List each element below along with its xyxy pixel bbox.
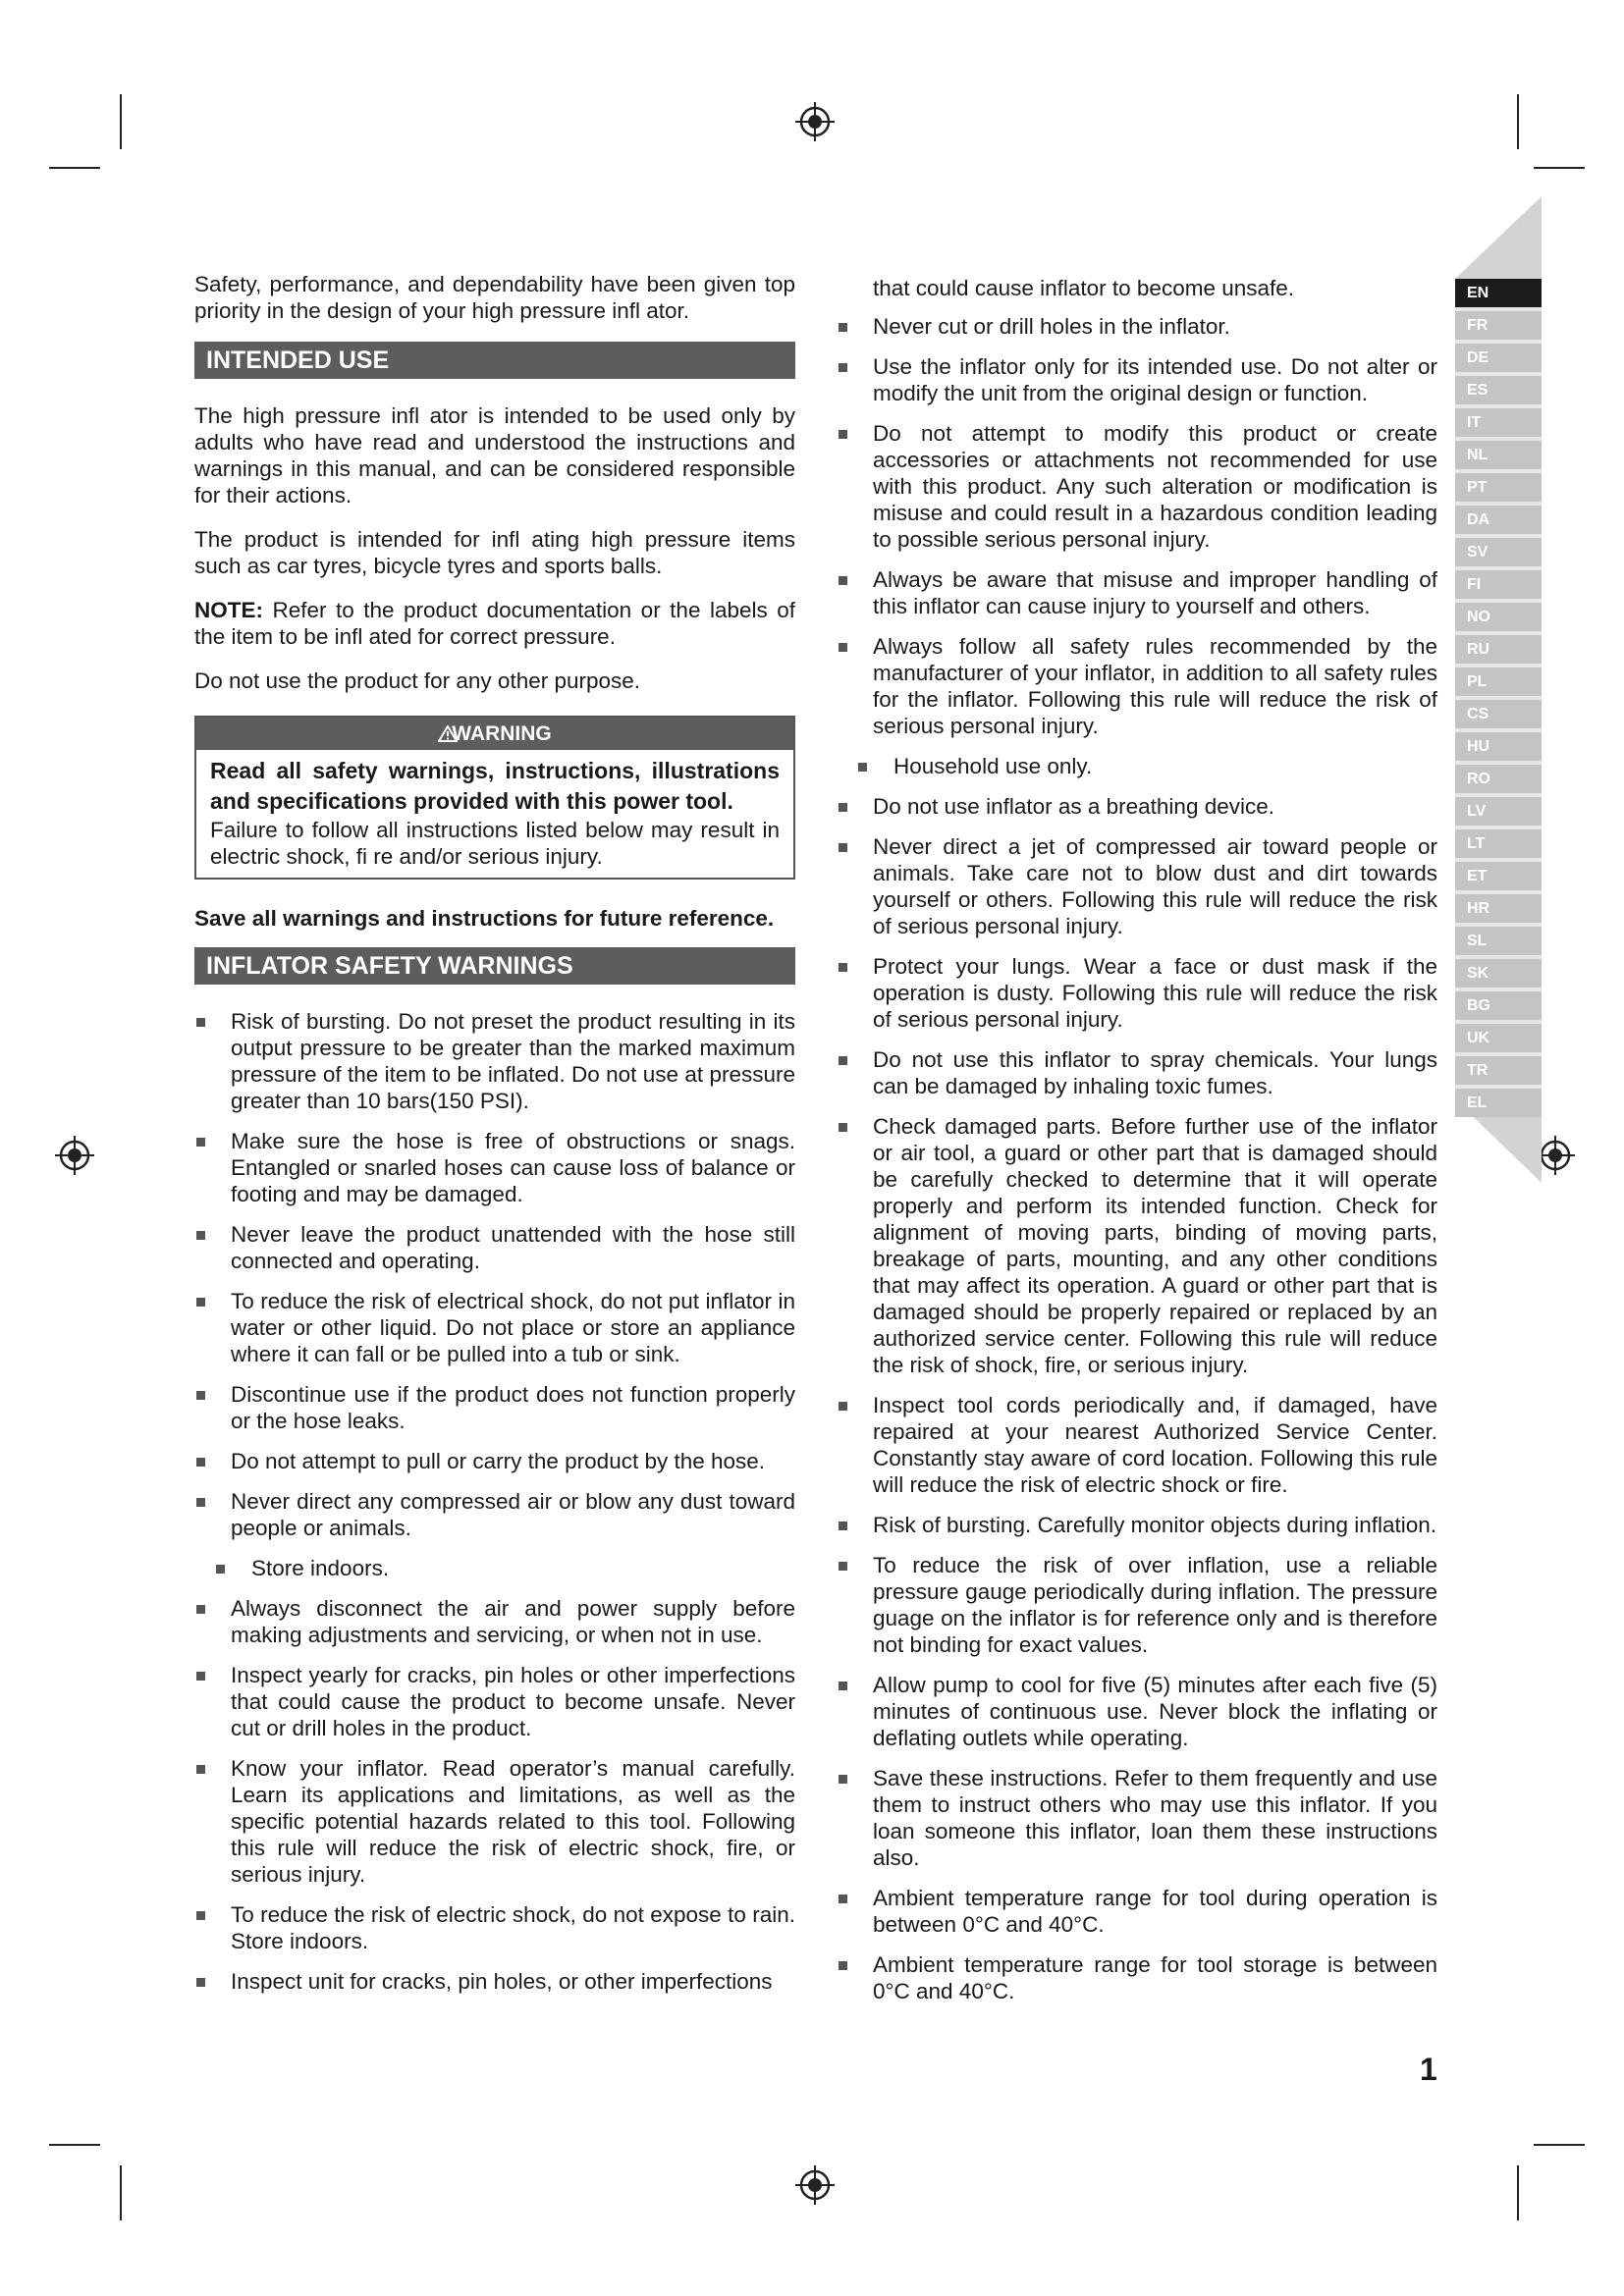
bullet-square-icon [839, 1522, 847, 1530]
warning-title-text: WARNING [452, 722, 552, 745]
bullet-square-icon [839, 576, 847, 585]
page-number: 1 [1420, 2052, 1437, 2087]
language-tab-en[interactable]: EN [1455, 279, 1542, 307]
language-tab-da[interactable]: DA [1455, 506, 1542, 534]
bullet-square-icon [196, 1458, 205, 1467]
language-tab-lv[interactable]: LV [1455, 797, 1542, 826]
registration-mark-icon [55, 1136, 94, 1175]
intro-paragraph: Safety, performance, and dependability have been given top priority in the design of your high pressure infl ator. [194, 272, 795, 323]
bullet-square-icon [839, 430, 847, 439]
list-item: Inspect yearly for cracks, pin holes or other imperfections that could cause the product to become unsafe. Never cut or drill holes in the product. [194, 1662, 795, 1741]
intended-use-heading: INTENDED USE [194, 342, 795, 379]
language-tab-bg[interactable]: BG [1455, 991, 1542, 1020]
bullet-square-icon [196, 1298, 205, 1307]
language-tab-hu[interactable]: HU [1455, 732, 1542, 761]
registration-mark-icon [795, 102, 835, 141]
left-column [194, 271, 795, 2008]
other-purpose-paragraph: Do not use the product for any other purpose. [194, 668, 641, 693]
right-column [837, 275, 1437, 2018]
bullet-square-icon [839, 1562, 847, 1571]
continuation-text: that could cause inflator to become unsafe. [873, 276, 1295, 300]
list-item: Do not use inflator as a breathing device. [837, 793, 1437, 820]
language-tab-el[interactable]: EL [1455, 1089, 1542, 1117]
language-tab-it[interactable]: IT [1455, 408, 1542, 437]
intended-use-paragraph: The high pressure infl ator is intended to be used only by adults who have read and understood the instructions and warnings in this manual, and can be considered responsible for their actions. [194, 403, 795, 507]
list-item: Do not attempt to pull or carry the product by the hose. [194, 1448, 795, 1474]
list-item: Never direct a jet of compressed air toward people or animals. Take care not to blow dust and dirt towards yourself or others. Following this rule will reduce the risk of serious personal injury. [837, 833, 1437, 939]
bullet-square-icon [196, 1138, 205, 1147]
language-tab-sv[interactable]: SV [1455, 538, 1542, 566]
crop-mark [49, 2144, 100, 2146]
language-tab-pl[interactable]: PL [1455, 667, 1542, 696]
list-item: Use the inflator only for its intended use. Do not alter or modify the unit from the original design or function. [837, 353, 1437, 406]
bullet-square-icon [839, 323, 847, 332]
language-tab-ro[interactable]: RO [1455, 765, 1542, 793]
bullet-square-icon [839, 1682, 847, 1690]
bullet-square-icon [839, 1123, 847, 1132]
list-item: Discontinue use if the product does not function properly or the hose leaks. [194, 1381, 795, 1434]
crop-mark [49, 167, 100, 169]
bullet-square-icon [839, 1402, 847, 1411]
language-tab-fi[interactable]: FI [1455, 570, 1542, 599]
list-item: Know your inflator. Read operator’s manual carefully. Learn its applications and limitations, as well as the specific potential hazards related to this tool. Following this rule will reduce the risk of electric shock, fire, or serious injury. [194, 1755, 795, 1888]
warning-strong-text: Read all safety warnings, instructions, illustrations and specifications provided with this power tool. [210, 758, 780, 814]
list-item: Make sure the hose is free of obstructions or snags. Entangled or snarled hoses can cause loss of balance or footing and may be damaged. [194, 1128, 795, 1207]
bullet-square-icon [839, 1895, 847, 1903]
bullet-square-icon [196, 1498, 205, 1507]
crop-mark [1534, 167, 1585, 169]
note-paragraph [194, 597, 795, 650]
list-item: Household use only. [837, 753, 1437, 779]
intended-use-paragraph: The product is intended for infl ating high pressure items such as car tyres, bicycle tyres and sports balls. [194, 527, 795, 578]
bullet-square-icon [216, 1565, 225, 1574]
inflator-warnings-list-continued [837, 313, 1437, 2004]
inflator-safety-heading: INFLATOR SAFETY WARNINGS [194, 947, 795, 985]
language-tab-sk[interactable]: SK [1455, 959, 1542, 988]
language-tab-fr[interactable]: FR [1455, 311, 1542, 340]
crop-mark [1517, 2165, 1519, 2220]
inflator-warnings-list [194, 1008, 795, 1995]
bullet-square-icon [839, 643, 847, 652]
save-warnings-note: Save all warnings and instructions for future reference. [194, 906, 775, 931]
language-tabs [1455, 279, 1542, 1121]
list-item: Inspect unit for cracks, pin holes, or other imperfections [194, 1968, 795, 1995]
list-item: To reduce the risk of electric shock, do not expose to rain. Store indoors. [194, 1901, 795, 1954]
language-tab-lt[interactable]: LT [1455, 829, 1542, 858]
bullet-square-icon [196, 1978, 205, 1987]
list-item: Protect your lungs. Wear a face or dust mask if the operation is dusty. Following this rule will reduce the risk of serious personal injury. [837, 953, 1437, 1033]
bullet-square-icon [839, 1775, 847, 1784]
language-tab-et[interactable]: ET [1455, 862, 1542, 890]
note-label: NOTE: [194, 598, 263, 622]
registration-mark-icon [795, 2165, 835, 2205]
bullet-square-icon [839, 1961, 847, 1970]
crop-mark [120, 2165, 122, 2220]
bullet-square-icon [839, 363, 847, 372]
bullet-square-icon [196, 1605, 205, 1614]
bullet-square-icon [196, 1391, 205, 1400]
crop-mark [1517, 94, 1519, 149]
list-item: Inspect tool cords periodically and, if damaged, have repaired at your nearest Authorized Service Center. Constantly stay aware of cord location. Following this rule will reduce the risk of electric shock or fire. [837, 1392, 1437, 1498]
language-tab-pt[interactable]: PT [1455, 473, 1542, 502]
bullet-square-icon [858, 763, 867, 772]
list-item: Risk of bursting. Do not preset the product resulting in its output pressure to be greater than the marked maximum pressure of the item to be inflated. Do not use at pressure greater than 10 bars(150 PSI). [194, 1008, 795, 1114]
list-item: To reduce the risk of electrical shock, do not put inflator in water or other liquid. Do not place or store an appliance where it can fall or be pulled into a tub or sink. [194, 1288, 795, 1367]
language-tab-uk[interactable]: UK [1455, 1024, 1542, 1052]
bullet-square-icon [839, 1056, 847, 1065]
note-text: Refer to the product documentation or the labels of the item to be infl ated for correct pressure. [194, 598, 795, 649]
list-item: Always be aware that misuse and improper handling of this inflator can cause injury to yourself and others. [837, 566, 1437, 619]
list-item: Never direct any compressed air or blow any dust toward people or animals. [194, 1488, 795, 1541]
warning-text: Failure to follow all instructions listed below may result in electric shock, fi re and/or serious injury. [210, 818, 780, 869]
bullet-square-icon [196, 1231, 205, 1240]
language-tab-de[interactable]: DE [1455, 344, 1542, 372]
list-item: To reduce the risk of over inflation, use a reliable pressure gauge periodically during inflation. The pressure guage on the inflator is for reference only and is therefore not binding for exact values. [837, 1552, 1437, 1658]
crop-mark [120, 94, 122, 149]
warning-title [196, 718, 793, 750]
language-tab-cs[interactable]: CS [1455, 700, 1542, 728]
bullet-square-icon [196, 1018, 205, 1027]
list-item: Check damaged parts. Before further use of the inflator or air tool, a guard or other part that is damaged should be carefully checked to determine that it will operate properly and perform its intended function. Check for alignment of moving parts, binding of moving parts, breakage of parts, mounting, and any other conditions that may affect its operation. A guard or other part that is damaged should be properly repaired or replaced by an authorized service center. Following this rule will reduce the risk of shock, fire, or serious injury. [837, 1113, 1437, 1378]
list-item: Allow pump to cool for five (5) minutes after each five (5) minutes of continuous use. Never block the inflating or deflating outlets while operating. [837, 1672, 1437, 1751]
list-item: Ambient temperature range for tool storage is between 0°C and 40°C. [837, 1951, 1437, 2004]
list-item: Do not use this inflator to spray chemicals. Your lungs can be damaged by inhaling toxic fumes. [837, 1046, 1437, 1099]
warning-box [194, 716, 795, 880]
language-tab-tr[interactable]: TR [1455, 1056, 1542, 1085]
crop-mark [1534, 2144, 1585, 2146]
bullet-square-icon [839, 843, 847, 852]
list-item: Do not attempt to modify this product or create accessories or attachments not recommended for use with this product. Any such alteration or modification is misuse and could result in a hazardous condition leading to possible serious personal injury. [837, 420, 1437, 553]
bullet-square-icon [839, 803, 847, 812]
warning-body [196, 750, 793, 878]
list-item: Store indoors. [194, 1555, 795, 1581]
bullet-square-icon [196, 1765, 205, 1774]
language-tab-sl[interactable]: SL [1455, 927, 1542, 955]
list-item: Never leave the product unattended with the hose still connected and operating. [194, 1221, 795, 1274]
language-tab-hr[interactable]: HR [1455, 894, 1542, 923]
list-item: Never cut or drill holes in the inflator. [837, 313, 1437, 340]
language-tab-ru[interactable]: RU [1455, 635, 1542, 664]
bullet-square-icon [196, 1672, 205, 1681]
list-item: Save these instructions. Refer to them frequently and use them to instruct others who may use this inflator. If you loan someone this inflator, loan them these instructions also. [837, 1765, 1437, 1871]
bullet-square-icon [196, 1911, 205, 1920]
language-tab-no[interactable]: NO [1455, 603, 1542, 631]
language-tab-es[interactable]: ES [1455, 376, 1542, 404]
language-tab-nl[interactable]: NL [1455, 441, 1542, 469]
list-item: Ambient temperature range for tool during operation is between 0°C and 40°C. [837, 1885, 1437, 1938]
bullet-square-icon [839, 963, 847, 972]
list-item: Always disconnect the air and power supply before making adjustments and servicing, or when not in use. [194, 1595, 795, 1648]
list-item: Risk of bursting. Carefully monitor objects during inflation. [837, 1512, 1437, 1538]
list-item: Always follow all safety rules recommended by the manufacturer of your inflator, in addition to all safety rules for the inflator. Following this rule will reduce the risk of serious personal injury. [837, 633, 1437, 739]
